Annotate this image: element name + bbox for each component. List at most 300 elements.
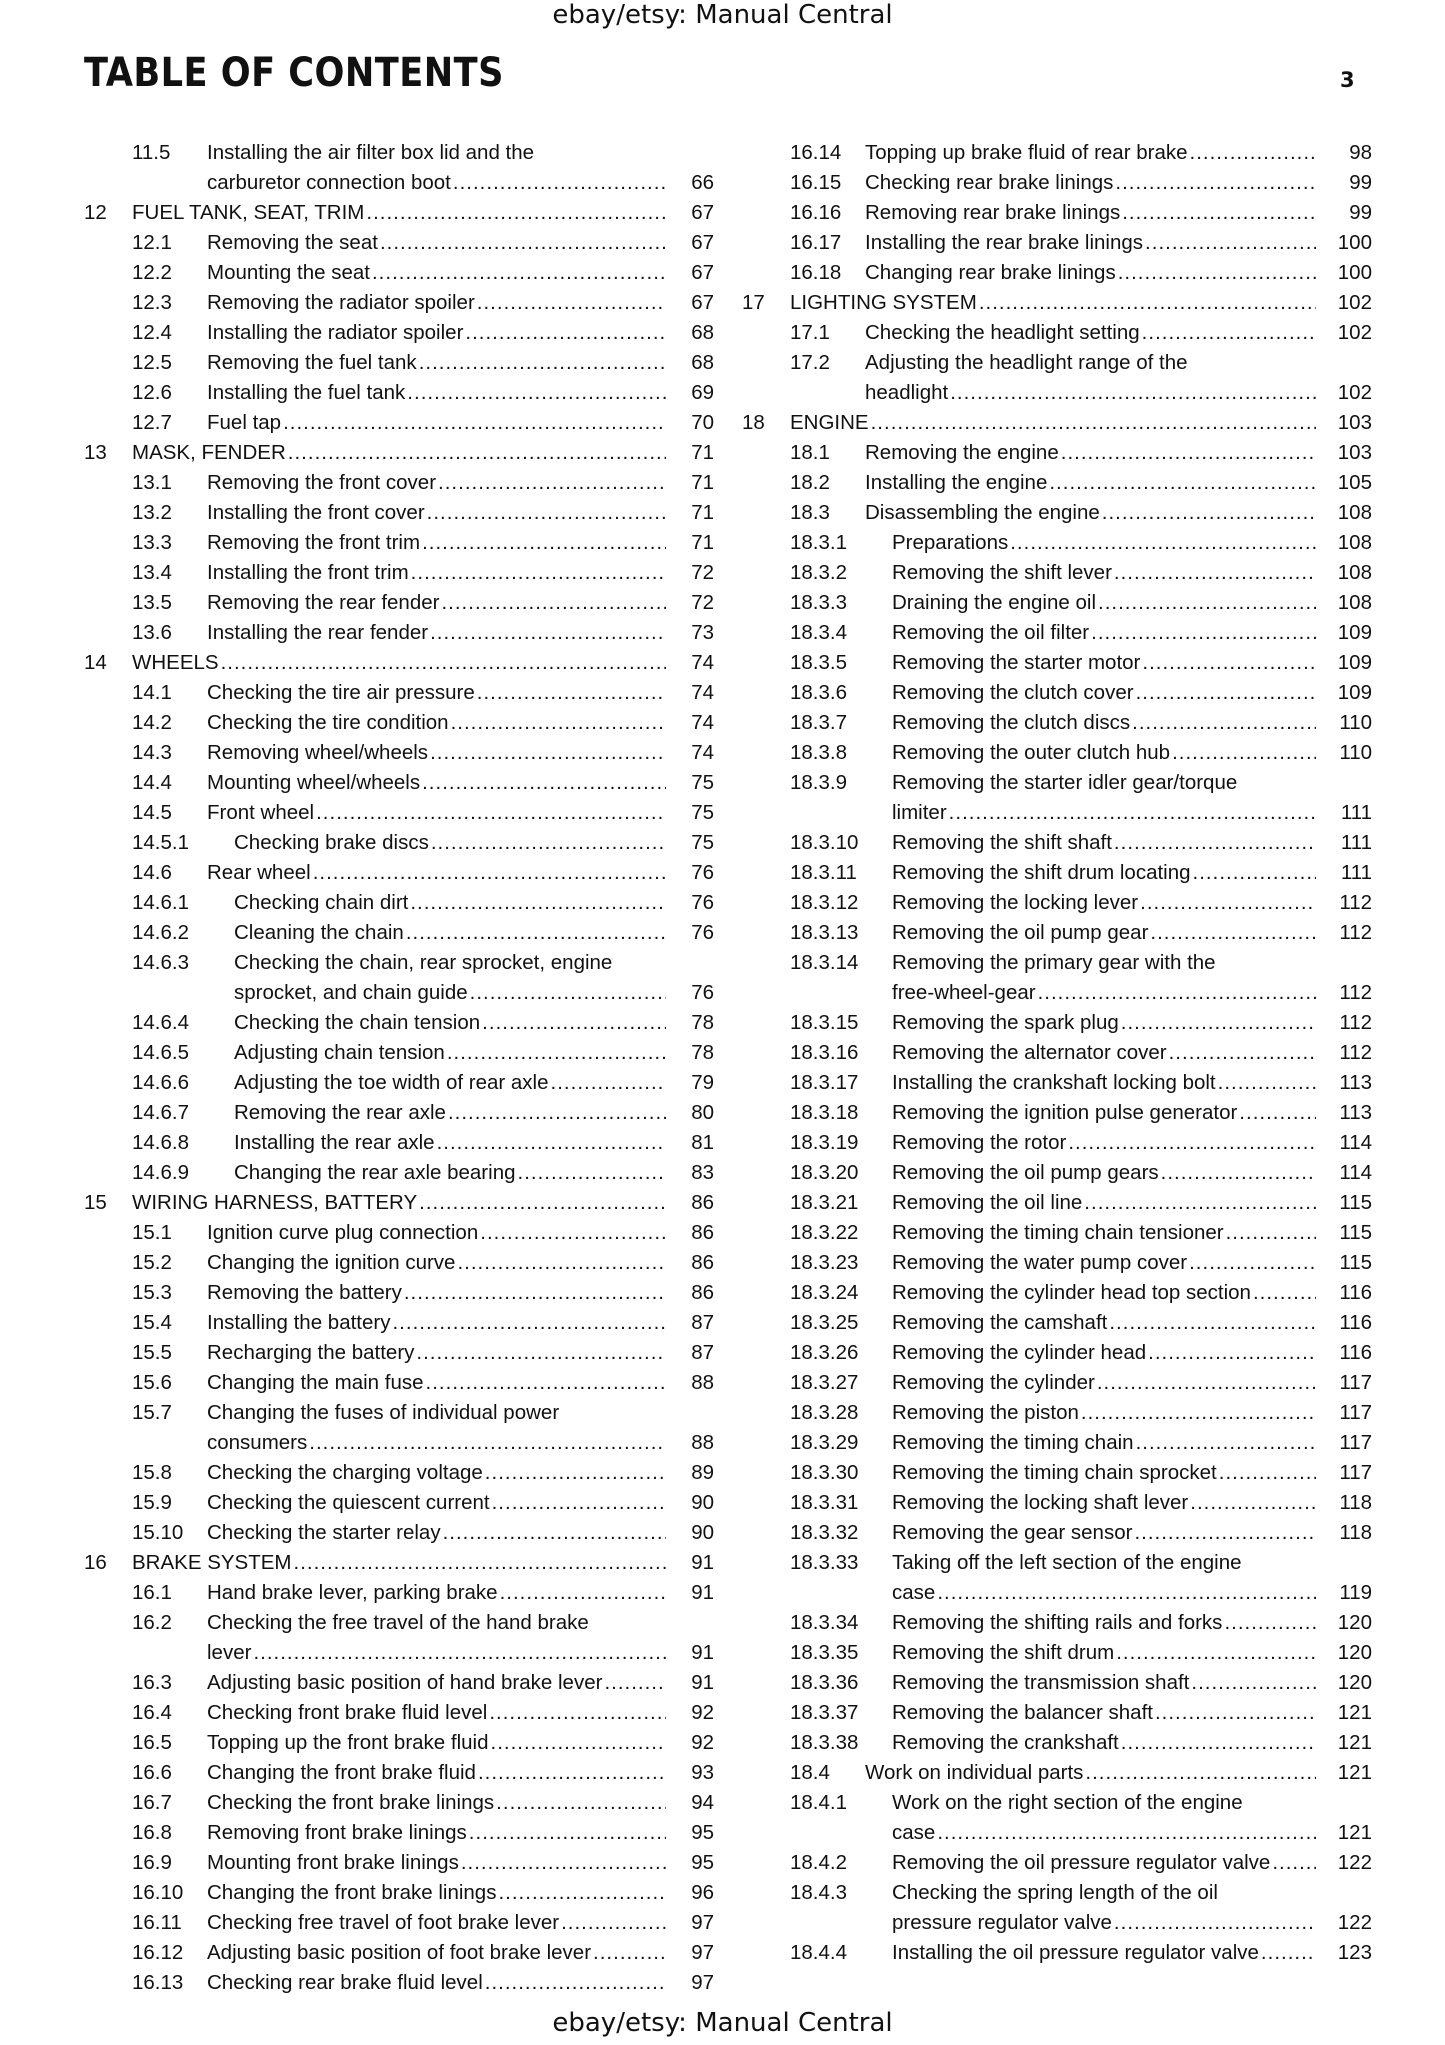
toc-entry-page: 91 bbox=[691, 1551, 714, 1574]
toc-entry-number: 18.4.1 bbox=[790, 1791, 847, 1814]
toc-entry-title: Removing the transmission shaft bbox=[892, 1671, 1190, 1694]
toc-entry-title: carburetor connection boot bbox=[207, 171, 451, 194]
toc-entry-page: 117 bbox=[1339, 1371, 1372, 1394]
toc-entry[interactable] bbox=[742, 1278, 1372, 1308]
dot-leader bbox=[1010, 528, 1316, 558]
toc-entry[interactable] bbox=[84, 1908, 714, 1938]
toc-entry[interactable] bbox=[84, 1248, 714, 1278]
toc-entry-title: Removing the spark plug bbox=[892, 1011, 1119, 1034]
toc-entry[interactable] bbox=[742, 1878, 1372, 1938]
toc-entry[interactable] bbox=[84, 1218, 714, 1248]
dot-leader bbox=[1098, 588, 1316, 618]
toc-entry-page: 100 bbox=[1337, 261, 1372, 284]
toc-entry-title: Removing the fuel tank bbox=[207, 351, 417, 374]
toc-entry-number: 18.3 bbox=[790, 501, 830, 524]
toc-entry[interactable] bbox=[742, 318, 1372, 348]
toc-entry-page: 90 bbox=[691, 1491, 714, 1514]
toc-entry[interactable] bbox=[84, 798, 714, 828]
toc-entry-page: 91 bbox=[691, 1581, 714, 1604]
toc-entry-page: 115 bbox=[1339, 1221, 1372, 1244]
toc-entry[interactable] bbox=[742, 348, 1372, 408]
toc-entry-title: Installing the rear axle bbox=[234, 1131, 435, 1154]
toc-entry-number: 14.6 bbox=[132, 861, 172, 884]
toc-entry[interactable] bbox=[742, 1728, 1372, 1758]
toc-entry-page: 114 bbox=[1339, 1161, 1372, 1184]
toc-entry-number: 18.3.29 bbox=[790, 1431, 859, 1454]
toc-entry-title: Changing the ignition curve bbox=[207, 1251, 456, 1274]
dot-leader bbox=[1190, 1488, 1316, 1518]
toc-entry[interactable] bbox=[84, 528, 714, 558]
dot-leader bbox=[422, 528, 666, 558]
dot-leader bbox=[1142, 318, 1316, 348]
toc-entry[interactable] bbox=[742, 858, 1372, 888]
toc-entry-page: 116 bbox=[1339, 1281, 1372, 1304]
toc-entry[interactable] bbox=[84, 438, 714, 468]
dot-leader bbox=[221, 648, 666, 678]
toc-entry-title: case bbox=[892, 1821, 936, 1844]
toc-entry[interactable] bbox=[742, 468, 1372, 498]
toc-entry-title: WIRING HARNESS, BATTERY bbox=[132, 1191, 418, 1214]
toc-entry[interactable] bbox=[742, 1398, 1372, 1428]
toc-entry[interactable] bbox=[742, 918, 1372, 948]
dot-leader bbox=[1114, 558, 1316, 588]
toc-entry[interactable] bbox=[742, 408, 1372, 438]
toc-entry-page: 121 bbox=[1337, 1701, 1372, 1724]
toc-entry[interactable] bbox=[84, 1098, 714, 1128]
toc-entry-number: 16.13 bbox=[132, 1971, 184, 1994]
toc-entry-page: 96 bbox=[691, 1881, 714, 1904]
toc-entry[interactable] bbox=[84, 948, 714, 1008]
toc-entry-page: 110 bbox=[1339, 741, 1372, 764]
toc-entry-number: 16.9 bbox=[132, 1851, 172, 1874]
toc-entry-number: 13.4 bbox=[132, 561, 172, 584]
toc-entry-number: 18.3.11 bbox=[790, 861, 857, 884]
toc-entry-title: Installing the crankshaft locking bolt bbox=[892, 1071, 1216, 1094]
toc-entry[interactable] bbox=[84, 1968, 714, 1998]
toc-entry-title: Removing the cylinder head top section bbox=[892, 1281, 1251, 1304]
toc-entry-page: 105 bbox=[1337, 471, 1372, 494]
toc-entry-number: 16.8 bbox=[132, 1821, 172, 1844]
toc-entry[interactable] bbox=[84, 1398, 714, 1458]
toc-entry[interactable] bbox=[84, 1158, 714, 1188]
dot-leader bbox=[1061, 438, 1316, 468]
toc-entry[interactable] bbox=[742, 888, 1372, 918]
toc-entry-number: 18.3.25 bbox=[790, 1311, 859, 1334]
toc-entry[interactable] bbox=[742, 648, 1372, 678]
toc-entry[interactable] bbox=[742, 1698, 1372, 1728]
dot-leader bbox=[1261, 1938, 1316, 1968]
toc-entry[interactable] bbox=[84, 1578, 714, 1608]
toc-entry-title: Installing the front trim bbox=[207, 561, 409, 584]
toc-entry[interactable] bbox=[742, 1668, 1372, 1698]
toc-entry-title: Installing the oil pressure regulator valve bbox=[892, 1941, 1259, 1964]
toc-entry[interactable] bbox=[742, 498, 1372, 528]
toc-entry-number: 18.4 bbox=[790, 1761, 830, 1784]
toc-entry[interactable] bbox=[742, 288, 1372, 318]
toc-entry-title: Changing the rear axle bearing bbox=[234, 1161, 516, 1184]
toc-entry[interactable] bbox=[742, 1548, 1372, 1608]
toc-entry[interactable] bbox=[742, 1188, 1372, 1218]
dot-leader bbox=[482, 1008, 666, 1038]
toc-entry[interactable] bbox=[84, 1458, 714, 1488]
toc-entry-title: Removing the locking shaft lever bbox=[892, 1491, 1189, 1514]
toc-entry-number: 18 bbox=[742, 411, 765, 434]
toc-entry[interactable] bbox=[84, 768, 714, 798]
toc-entry[interactable] bbox=[742, 738, 1372, 768]
toc-entry-page: 74 bbox=[691, 711, 714, 734]
toc-entry[interactable] bbox=[84, 858, 714, 888]
toc-entry[interactable] bbox=[84, 1368, 714, 1398]
toc-entry[interactable] bbox=[742, 948, 1372, 1008]
toc-entry[interactable] bbox=[84, 378, 714, 408]
dot-leader bbox=[1091, 618, 1316, 648]
toc-entry-number: 18.3.19 bbox=[790, 1131, 859, 1154]
toc-entry-number: 18.3.15 bbox=[790, 1011, 859, 1034]
toc-entry-page: 118 bbox=[1339, 1521, 1372, 1544]
toc-entry[interactable] bbox=[84, 1878, 714, 1908]
toc-entry[interactable] bbox=[84, 1338, 714, 1368]
toc-entry[interactable] bbox=[84, 828, 714, 858]
toc-entry-number: 14.6.8 bbox=[132, 1131, 189, 1154]
dot-leader bbox=[1239, 1098, 1316, 1128]
toc-entry[interactable] bbox=[742, 1218, 1372, 1248]
toc-entry[interactable] bbox=[84, 1128, 714, 1158]
toc-entry[interactable] bbox=[742, 768, 1372, 828]
toc-entry[interactable] bbox=[84, 1818, 714, 1848]
toc-entry-page: 91 bbox=[691, 1671, 714, 1694]
dot-leader bbox=[465, 318, 666, 348]
toc-entry-page: 110 bbox=[1339, 711, 1372, 734]
toc-entry-page: 123 bbox=[1337, 1941, 1372, 1964]
toc-entry[interactable] bbox=[742, 1638, 1372, 1668]
toc-entry[interactable] bbox=[84, 678, 714, 708]
toc-entry-title: Changing the front brake linings bbox=[207, 1881, 497, 1904]
toc-entry-page: 66 bbox=[691, 171, 714, 194]
dot-leader bbox=[1118, 258, 1316, 288]
page-number: 3 bbox=[1340, 68, 1355, 92]
toc-entry-title: Removing the clutch discs bbox=[892, 711, 1131, 734]
watermark-top: ebay/etsy: Manual Central bbox=[552, 0, 893, 30]
toc-entry[interactable] bbox=[84, 1548, 714, 1578]
toc-entry[interactable] bbox=[84, 888, 714, 918]
toc-entry[interactable] bbox=[84, 1728, 714, 1758]
toc-entry-number: 18.3.30 bbox=[790, 1461, 859, 1484]
toc-entry[interactable] bbox=[742, 1308, 1372, 1338]
toc-entry[interactable] bbox=[742, 1458, 1372, 1488]
toc-entry[interactable] bbox=[84, 138, 714, 198]
toc-entry[interactable] bbox=[84, 228, 714, 258]
toc-entry-title: Removing the camshaft bbox=[892, 1311, 1108, 1334]
toc-entry[interactable] bbox=[742, 168, 1372, 198]
toc-entry[interactable] bbox=[84, 468, 714, 498]
toc-entry[interactable] bbox=[84, 618, 714, 648]
toc-entry[interactable] bbox=[742, 1338, 1372, 1368]
dot-leader bbox=[437, 1128, 666, 1158]
toc-entry[interactable] bbox=[742, 1518, 1372, 1548]
dot-leader bbox=[561, 1908, 666, 1938]
toc-entry[interactable] bbox=[742, 1068, 1372, 1098]
toc-entry[interactable] bbox=[84, 1188, 714, 1218]
toc-entry-number: 15.3 bbox=[132, 1281, 172, 1304]
toc-entry[interactable] bbox=[742, 528, 1372, 558]
toc-entry[interactable] bbox=[84, 1698, 714, 1728]
toc-entry[interactable] bbox=[742, 1788, 1372, 1848]
dot-leader bbox=[1218, 1068, 1316, 1098]
dot-leader bbox=[1102, 498, 1316, 528]
toc-entry-title: Installing the radiator spoiler bbox=[207, 321, 464, 344]
toc-entry[interactable] bbox=[742, 1608, 1372, 1638]
toc-entry-number: 14.1 bbox=[132, 681, 172, 704]
toc-entry-page: 75 bbox=[691, 831, 714, 854]
toc-entry[interactable] bbox=[84, 1608, 714, 1668]
toc-entry[interactable] bbox=[742, 1098, 1372, 1128]
dot-leader bbox=[496, 1788, 666, 1818]
toc-entry-title: Installing the air filter box lid and the bbox=[207, 141, 535, 164]
dot-leader bbox=[430, 618, 666, 648]
toc-entry[interactable] bbox=[742, 1488, 1372, 1518]
dot-leader bbox=[380, 228, 666, 258]
toc-entry[interactable] bbox=[84, 1758, 714, 1788]
toc-entry-page: 122 bbox=[1337, 1911, 1372, 1934]
toc-entry[interactable] bbox=[742, 588, 1372, 618]
dot-leader bbox=[1097, 1368, 1316, 1398]
dot-leader bbox=[1191, 1668, 1316, 1698]
toc-entry-page: 121 bbox=[1337, 1731, 1372, 1754]
toc-entry-number: 16.7 bbox=[132, 1791, 172, 1814]
toc-entry-number: 18.3.33 bbox=[790, 1551, 859, 1574]
toc-entry[interactable] bbox=[84, 558, 714, 588]
toc-entry[interactable] bbox=[742, 1038, 1372, 1068]
toc-entry[interactable] bbox=[84, 1788, 714, 1818]
toc-entry-page: 67 bbox=[691, 291, 714, 314]
toc-entry-title: Mounting the seat bbox=[207, 261, 370, 284]
toc-entry-page: 113 bbox=[1339, 1101, 1372, 1124]
dot-leader bbox=[1190, 138, 1316, 168]
toc-entry[interactable] bbox=[84, 288, 714, 318]
toc-entry-title: Rear wheel bbox=[207, 861, 311, 884]
toc-entry[interactable] bbox=[742, 1428, 1372, 1458]
toc-entry-page: 69 bbox=[691, 381, 714, 404]
toc-entry-page: 76 bbox=[691, 891, 714, 914]
toc-entry-title: Removing the outer clutch hub bbox=[892, 741, 1171, 764]
dot-leader bbox=[871, 408, 1316, 438]
toc-entry-title: Removing the rear fender bbox=[207, 591, 440, 614]
toc-entry-title: Checking brake discs bbox=[234, 831, 429, 854]
toc-entry-page: 78 bbox=[691, 1011, 714, 1034]
toc-entry-title: Checking the headlight setting bbox=[865, 321, 1140, 344]
dot-leader bbox=[451, 708, 666, 738]
toc-entry-page: 83 bbox=[691, 1161, 714, 1184]
dot-leader bbox=[1193, 858, 1316, 888]
toc-entry-title: Removing the timing chain tensioner bbox=[892, 1221, 1224, 1244]
toc-entry-title: FUEL TANK, SEAT, TRIM bbox=[132, 201, 365, 224]
dot-leader bbox=[422, 768, 666, 798]
dot-leader bbox=[1049, 468, 1316, 498]
toc-entry[interactable] bbox=[84, 708, 714, 738]
toc-entry[interactable] bbox=[742, 1158, 1372, 1188]
toc-entry[interactable] bbox=[742, 198, 1372, 228]
toc-entry-title: Changing rear brake linings bbox=[865, 261, 1116, 284]
toc-entry[interactable] bbox=[742, 228, 1372, 258]
toc-entry-number: 18.3.9 bbox=[790, 771, 847, 794]
dot-leader bbox=[1219, 1458, 1316, 1488]
toc-entry-number: 18.3.2 bbox=[790, 561, 847, 584]
toc-entry-page: 67 bbox=[691, 201, 714, 224]
toc-entry[interactable] bbox=[84, 918, 714, 948]
toc-entry-number: 15.10 bbox=[132, 1521, 184, 1544]
dot-leader bbox=[1150, 918, 1316, 948]
toc-entry-number: 12.2 bbox=[132, 261, 172, 284]
toc-entry-title: Removing the shifting rails and forks bbox=[892, 1611, 1223, 1634]
toc-entry-title: Removing the alternator cover bbox=[892, 1041, 1167, 1064]
dot-leader bbox=[407, 378, 666, 408]
toc-entry[interactable] bbox=[84, 1278, 714, 1308]
dot-leader bbox=[294, 1548, 667, 1578]
toc-entry[interactable] bbox=[742, 438, 1372, 468]
toc-entry-number: 14.6.1 bbox=[132, 891, 189, 914]
toc-entry-title: Checking the front brake linings bbox=[207, 1791, 495, 1814]
toc-entry-number: 13.6 bbox=[132, 621, 172, 644]
toc-entry-title: Removing the balancer shaft bbox=[892, 1701, 1153, 1724]
toc-entry-page: 112 bbox=[1339, 891, 1372, 914]
toc-entry-page: 97 bbox=[691, 1971, 714, 1994]
dot-leader bbox=[1121, 1008, 1316, 1038]
toc-entry-title: Cleaning the chain bbox=[234, 921, 404, 944]
toc-entry-title: Removing the starter motor bbox=[892, 651, 1141, 674]
toc-entry-page: 68 bbox=[691, 351, 714, 374]
toc-entry[interactable] bbox=[742, 828, 1372, 858]
toc-entry-number: 16.3 bbox=[132, 1671, 172, 1694]
toc-entry-title: Installing the rear fender bbox=[207, 621, 429, 644]
toc-entry-title: Ignition curve plug connection bbox=[207, 1221, 479, 1244]
toc-entry-page: 86 bbox=[691, 1221, 714, 1244]
dot-leader bbox=[438, 468, 666, 498]
toc-entry[interactable] bbox=[84, 498, 714, 528]
toc-entry-number: 18.3.5 bbox=[790, 651, 847, 674]
toc-entry-page: 72 bbox=[691, 591, 714, 614]
toc-entry-number: 12.4 bbox=[132, 321, 172, 344]
toc-entry-page: 75 bbox=[691, 801, 714, 824]
toc-entry-title: Checking the chain, rear sprocket, engine bbox=[234, 951, 613, 974]
toc-entry[interactable] bbox=[84, 1008, 714, 1038]
toc-entry-title: LIGHTING SYSTEM bbox=[790, 291, 977, 314]
toc-entry[interactable] bbox=[742, 1758, 1372, 1788]
toc-entry[interactable] bbox=[84, 1938, 714, 1968]
toc-entry[interactable] bbox=[742, 678, 1372, 708]
toc-entry[interactable] bbox=[84, 408, 714, 438]
toc-entry[interactable] bbox=[84, 1488, 714, 1518]
toc-entry[interactable] bbox=[84, 648, 714, 678]
toc-entry[interactable] bbox=[84, 1668, 714, 1698]
toc-entry[interactable] bbox=[742, 138, 1372, 168]
toc-entry[interactable] bbox=[84, 738, 714, 768]
toc-entry[interactable] bbox=[84, 1518, 714, 1548]
toc-entry-page: 76 bbox=[691, 861, 714, 884]
toc-entry-page: 108 bbox=[1337, 561, 1372, 584]
toc-entry-number: 18.3.23 bbox=[790, 1251, 859, 1274]
dot-leader bbox=[477, 288, 666, 318]
dot-leader bbox=[518, 1158, 667, 1188]
toc-entry-number: 13.5 bbox=[132, 591, 172, 614]
dot-leader bbox=[593, 1938, 666, 1968]
dot-leader bbox=[309, 1428, 666, 1458]
toc-entry-title: WHEELS bbox=[132, 651, 219, 674]
toc-entry[interactable] bbox=[742, 1938, 1372, 1968]
toc-entry-page: 88 bbox=[691, 1371, 714, 1394]
toc-entry[interactable] bbox=[84, 258, 714, 288]
toc-entry-page: 68 bbox=[691, 321, 714, 344]
toc-entry[interactable] bbox=[742, 258, 1372, 288]
toc-entry-title: Adjusting basic position of foot brake lever bbox=[207, 1941, 592, 1964]
toc-entry-title: Checking the quiescent current bbox=[207, 1491, 490, 1514]
toc-entry-number: 14.6.6 bbox=[132, 1071, 189, 1094]
toc-entry[interactable] bbox=[84, 1848, 714, 1878]
toc-entry[interactable] bbox=[84, 1038, 714, 1068]
toc-entry[interactable] bbox=[84, 348, 714, 378]
toc-entry-page: 75 bbox=[691, 771, 714, 794]
toc-entry-page: 73 bbox=[691, 621, 714, 644]
toc-entry-title: Checking the free travel of the hand brake bbox=[207, 1611, 589, 1634]
toc-entry-title: Removing the crankshaft bbox=[892, 1731, 1119, 1754]
toc-entry-page: 118 bbox=[1339, 1491, 1372, 1514]
toc-entry[interactable] bbox=[742, 708, 1372, 738]
toc-entry[interactable] bbox=[84, 318, 714, 348]
toc-entry-title: Topping up the front brake fluid bbox=[207, 1731, 489, 1754]
toc-entry[interactable] bbox=[742, 1848, 1372, 1878]
toc-entry-number: 18.3.12 bbox=[790, 891, 859, 914]
toc-entry[interactable] bbox=[742, 1008, 1372, 1038]
toc-entry[interactable] bbox=[84, 1308, 714, 1338]
toc-entry-title: Removing the clutch cover bbox=[892, 681, 1134, 704]
toc-entry[interactable] bbox=[742, 1248, 1372, 1278]
toc-entry-number: 18.3.35 bbox=[790, 1641, 859, 1664]
toc-entry[interactable] bbox=[84, 198, 714, 228]
dot-leader bbox=[426, 1368, 666, 1398]
toc-entry-number: 18.3.34 bbox=[790, 1611, 859, 1634]
toc-entry-title: Removing the oil pressure regulator valve bbox=[892, 1851, 1271, 1874]
dot-leader bbox=[316, 798, 666, 828]
toc-entry-number: 15.7 bbox=[132, 1401, 172, 1424]
toc-entry[interactable] bbox=[742, 558, 1372, 588]
toc-entry-number: 18.3.38 bbox=[790, 1731, 859, 1754]
toc-entry-page: 71 bbox=[691, 471, 714, 494]
toc-entry-title: Removing the cylinder head bbox=[892, 1341, 1147, 1364]
dot-leader bbox=[949, 798, 1316, 828]
toc-entry[interactable] bbox=[84, 588, 714, 618]
toc-entry-page: 93 bbox=[691, 1761, 714, 1784]
toc-entry-page: 119 bbox=[1339, 1581, 1372, 1604]
toc-entry[interactable] bbox=[742, 618, 1372, 648]
toc-entry-page: 116 bbox=[1339, 1311, 1372, 1334]
dot-leader bbox=[1114, 828, 1316, 858]
toc-entry-number: 18.3.8 bbox=[790, 741, 847, 764]
toc-entry-number: 16.11 bbox=[132, 1911, 182, 1934]
toc-entry[interactable] bbox=[84, 1068, 714, 1098]
toc-entry[interactable] bbox=[742, 1368, 1372, 1398]
toc-entry-title: Mounting wheel/wheels bbox=[207, 771, 421, 794]
toc-entry-title: Removing the front trim bbox=[207, 531, 421, 554]
toc-entry-number: 18.3.18 bbox=[790, 1101, 859, 1124]
toc-entry-number: 18.3.3 bbox=[790, 591, 847, 614]
toc-entry-page: 87 bbox=[691, 1341, 714, 1364]
toc-entry[interactable] bbox=[742, 1128, 1372, 1158]
toc-entry-title: free-wheel-gear bbox=[892, 981, 1036, 1004]
toc-entry-number: 15.8 bbox=[132, 1461, 172, 1484]
toc-entry-title: Taking off the left section of the engine bbox=[892, 1551, 1242, 1574]
toc-entry-number: 18.3.28 bbox=[790, 1401, 859, 1424]
toc-entry-page: 86 bbox=[691, 1281, 714, 1304]
dot-leader bbox=[979, 288, 1316, 318]
